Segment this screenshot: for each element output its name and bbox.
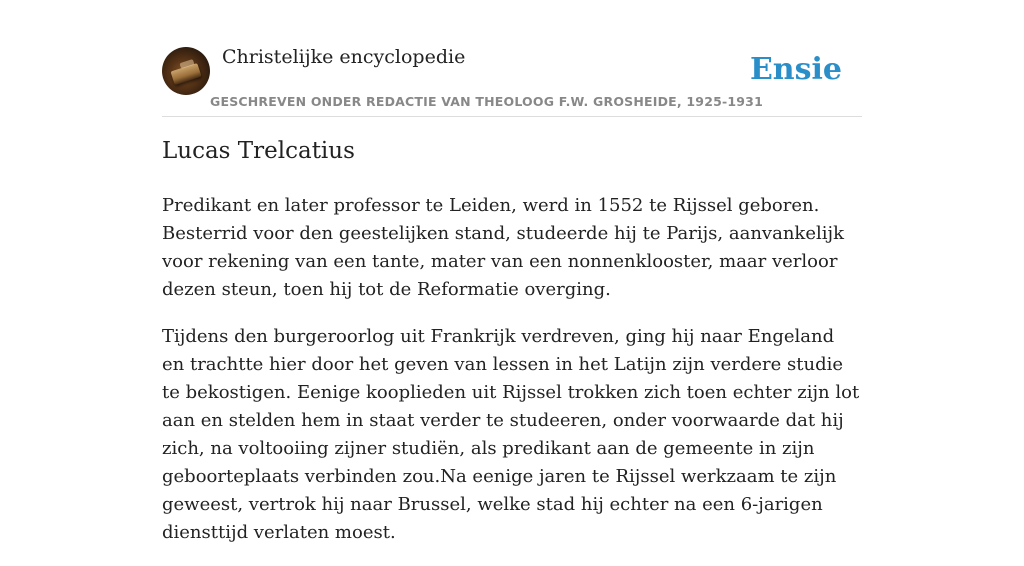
site-header [162,44,862,117]
article-title: Lucas Trelcatius [162,138,355,164]
site-logo-avatar[interactable] [162,47,210,95]
site-name[interactable]: Christelijke encyclopedie [222,46,466,68]
article-paragraph: Predikant en later professor te Leiden, werd in 1552 te Rijssel geboren. Besterrid voor den geestelijken stand, studeerde hij te Parijs, aanvankelijk voor rekening van een tante, mater van een nonnenklooster, maar verloor dezen steun, toen hij tot de Reformatie overging. [162,195,844,300]
site-tagline: GESCHREVEN ONDER REDACTIE VAN THEOLOOG F.W. GROSHEIDE, 1925-1931 [210,94,763,109]
article-paragraph: Tijdens den burgeroorlog uit Frankrijk verdreven, ging hij naar Engeland en trachtte hier door het geven van lessen in het Latijn zijn verdere studie te bekostigen. Eenige kooplieden uit Rijssel trokken zich toen echter zijn lot aan en stelden hem in staat verder te studeeren, onder voorwaarde dat hij zich, na voltooiing zijner studiën, als predikant aan de gemeente in zijn geboorteplaats verbinden zou.Na eenige jaren te Rijssel werkzaam te zijn geweest, vertrok hij naar Brussel, welke stad hij echter na een 6-jarigen diensttijd verlaten moest. [162,326,860,543]
article-body [162,192,862,566]
ensie-brand-link[interactable]: Ensie [749,52,842,87]
